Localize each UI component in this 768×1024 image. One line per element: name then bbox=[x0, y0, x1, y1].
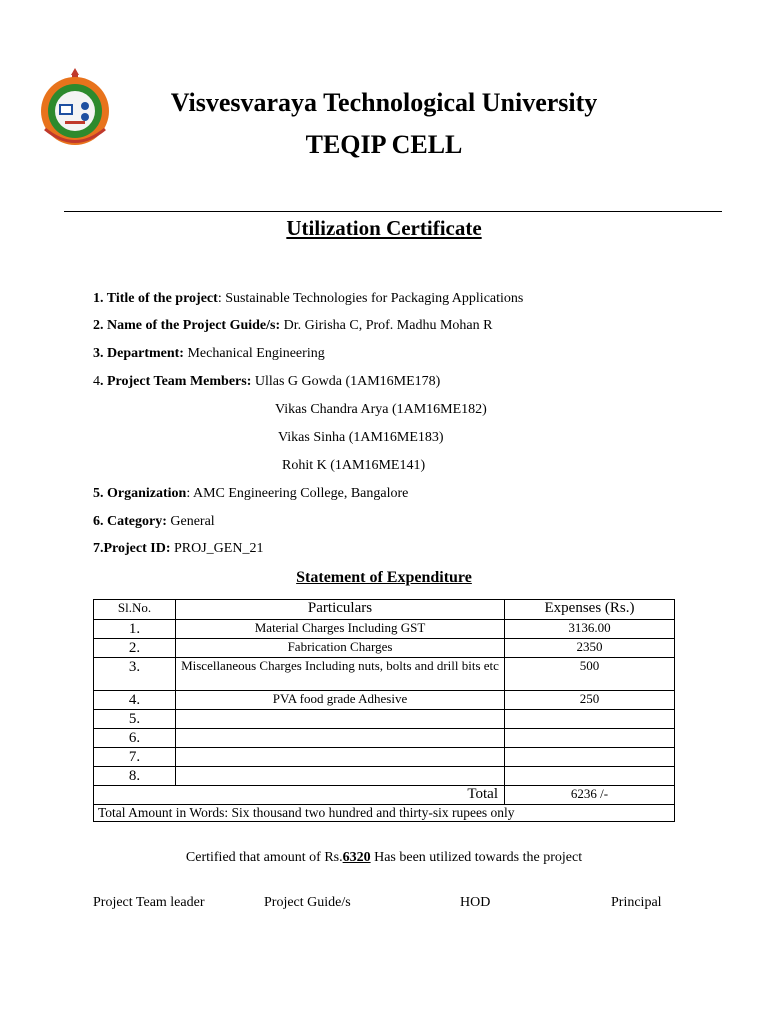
university-name: Visvesvaraya Technological University bbox=[170, 88, 598, 117]
field-value: : Sustainable Technologies for Packaging Applications bbox=[217, 291, 524, 306]
team-member: Vikas Sinha (1AM16ME183) bbox=[278, 430, 444, 445]
table-header-row bbox=[94, 600, 675, 620]
header-slno: Sl.No. bbox=[94, 600, 176, 620]
row-number: 7. bbox=[94, 748, 176, 767]
header-divider bbox=[64, 211, 722, 212]
row-particular bbox=[176, 767, 505, 786]
signature-principal: Principal bbox=[611, 895, 662, 910]
field-team-members bbox=[93, 374, 440, 390]
field-project-id bbox=[93, 541, 263, 557]
row-expense: 3136.00 bbox=[505, 620, 675, 639]
total-label: Total bbox=[94, 786, 505, 805]
field-label: 2. Name of the Project Guide/s: bbox=[93, 318, 281, 333]
field-value: Mechanical Engineering bbox=[183, 346, 325, 361]
field-label: . Project Team Members: bbox=[100, 374, 252, 389]
row-particular: PVA food grade Adhesive bbox=[176, 691, 505, 710]
field-label: 6. Category: bbox=[93, 514, 167, 529]
certified-prefix: Certified that amount of Rs. bbox=[185, 850, 343, 865]
signature-project-guide: Project Guide/s bbox=[264, 895, 351, 910]
field-department bbox=[93, 346, 325, 362]
certified-amount: 6320 bbox=[342, 850, 371, 865]
field-category bbox=[93, 514, 215, 530]
signature-hod: HOD bbox=[460, 895, 491, 910]
row-particular bbox=[176, 729, 505, 748]
field-value: : AMC Engineering College, Bangalore bbox=[186, 486, 409, 501]
row-expense bbox=[505, 729, 675, 748]
row-particular: Fabrication Charges bbox=[176, 639, 505, 658]
field-value: General bbox=[166, 514, 215, 529]
header-particulars: Particulars bbox=[176, 600, 505, 620]
row-expense bbox=[505, 748, 675, 767]
row-number: 1. bbox=[94, 620, 176, 639]
row-particular bbox=[176, 710, 505, 729]
table-words-row bbox=[94, 805, 675, 822]
signature-team-leader: Project Team leader bbox=[93, 895, 205, 910]
expenditure-table bbox=[93, 599, 675, 822]
field-label: 7.Project ID: bbox=[93, 541, 171, 556]
field-project-guide bbox=[93, 318, 492, 334]
row-number: 6. bbox=[94, 729, 176, 748]
field-label: 1. Title of the project bbox=[93, 291, 218, 306]
team-member: Vikas Chandra Arya (1AM16ME182) bbox=[275, 402, 487, 417]
table-row bbox=[94, 767, 675, 786]
cell-name: TEQIP CELL bbox=[305, 130, 463, 159]
row-particular: Miscellaneous Charges Including nuts, bolts and drill bits etc bbox=[176, 658, 505, 691]
total-value: 6236 /- bbox=[505, 786, 675, 805]
table-row bbox=[94, 620, 675, 639]
table-row bbox=[94, 691, 675, 710]
row-expense: 500 bbox=[505, 658, 675, 691]
amount-in-words: Total Amount in Words: Six thousand two hundred and thirty-six rupees only bbox=[94, 805, 675, 822]
field-value: PROJ_GEN_21 bbox=[170, 541, 264, 556]
table-row bbox=[94, 710, 675, 729]
row-number: 3. bbox=[94, 658, 176, 691]
team-member: Rohit K (1AM16ME141) bbox=[282, 458, 426, 473]
table-row bbox=[94, 639, 675, 658]
table-total-row bbox=[94, 786, 675, 805]
field-project-title bbox=[93, 291, 523, 307]
row-number: 4. bbox=[94, 691, 176, 710]
table-row bbox=[94, 729, 675, 748]
field-value: Dr. Girisha C, Prof. Madhu Mohan R bbox=[280, 318, 493, 333]
table-row bbox=[94, 748, 675, 767]
row-number: 2. bbox=[94, 639, 176, 658]
row-expense bbox=[505, 767, 675, 786]
header-expenses: Expenses (Rs.) bbox=[505, 600, 675, 620]
field-organization bbox=[93, 486, 408, 502]
row-expense: 250 bbox=[505, 691, 675, 710]
field-label: 5. Organization bbox=[93, 486, 187, 501]
certified-suffix: Has been utilized towards the project bbox=[370, 850, 583, 865]
row-expense bbox=[505, 710, 675, 729]
team-member: Ullas G Gowda (1AM16ME178) bbox=[254, 374, 441, 389]
certified-statement bbox=[0, 850, 768, 866]
field-label: 3. Department: bbox=[93, 346, 184, 361]
row-number: 5. bbox=[94, 710, 176, 729]
row-particular: Material Charges Including GST bbox=[176, 620, 505, 639]
row-expense: 2350 bbox=[505, 639, 675, 658]
row-number: 8. bbox=[94, 767, 176, 786]
table-row bbox=[94, 658, 675, 691]
statement-title: Statement of Expenditure bbox=[296, 569, 472, 586]
row-particular bbox=[176, 748, 505, 767]
field-number: 4 bbox=[93, 374, 100, 389]
certificate-title: Utilization Certificate bbox=[286, 216, 482, 240]
